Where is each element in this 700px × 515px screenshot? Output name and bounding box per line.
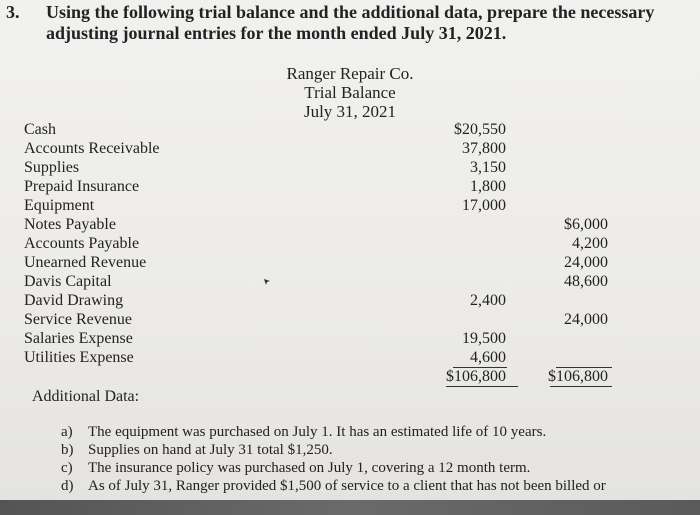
- account-name: Equipment: [24, 197, 95, 214]
- debit-amount: $20,550: [454, 121, 506, 138]
- account-name: Prepaid Insurance: [24, 178, 140, 195]
- account-name: David Drawing: [24, 292, 124, 309]
- credit-amount: 48,600: [564, 273, 608, 290]
- note-letter: c): [61, 460, 73, 476]
- question-text: Using the following trial balance and the additional data, prepare the necessary adjusting journal entries for the month ended July 31, 2021.: [46, 2, 655, 43]
- account-name: Utilities Expense: [24, 349, 134, 366]
- debit-amount: 17,000: [462, 197, 506, 214]
- credit-amount: $6,000: [564, 216, 608, 233]
- debit-amount: 4,600: [470, 349, 506, 366]
- note-text: As of July 31, Ranger provided $1,500 of service to a client that has not been billed or: [88, 478, 606, 494]
- total-underline-credit: [550, 386, 612, 387]
- account-name: Salaries Expense: [24, 330, 133, 347]
- note-letter: b): [61, 442, 74, 458]
- statement-title: Trial Balance: [304, 83, 396, 102]
- debit-amount: 3,150: [470, 159, 506, 176]
- credit-amount: 4,200: [572, 235, 608, 252]
- credit-amount: 24,000: [564, 311, 608, 328]
- debit-amount: 1,800: [470, 178, 506, 195]
- question-number: 3.: [6, 2, 20, 22]
- credit-amount: 24,000: [564, 254, 608, 271]
- debit-amount: 37,800: [462, 140, 506, 157]
- bottom-edge-strip: [0, 500, 700, 515]
- total-debit: $106,800: [446, 368, 506, 385]
- note-letter: a): [61, 424, 73, 440]
- account-name: Unearned Revenue: [24, 254, 147, 271]
- debit-amount: 2,400: [470, 292, 506, 309]
- account-name: Accounts Payable: [24, 235, 140, 252]
- account-name: Cash: [24, 121, 56, 138]
- note-text: The equipment was purchased on July 1. It has an estimated life of 10 years.: [88, 424, 547, 440]
- statement-date: July 31, 2021: [303, 102, 397, 121]
- account-name: Davis Capital: [24, 273, 112, 290]
- cursor-arrow-icon: [263, 278, 271, 286]
- note-text: The insurance policy was purchased on July 1, covering a 12 month term.: [88, 460, 531, 476]
- note-letter: d): [61, 478, 74, 494]
- total-underline-debit: [446, 386, 518, 387]
- company-name: Ranger Repair Co.: [286, 64, 414, 83]
- total-credit: $106,800: [548, 368, 608, 385]
- additional-data-heading: Additional Data:: [32, 388, 140, 405]
- account-name: Supplies: [24, 159, 80, 176]
- note-text: Supplies on hand at July 31 total $1,250.: [88, 442, 333, 458]
- account-name: Notes Payable: [24, 216, 116, 233]
- account-name: Accounts Receivable: [24, 140, 160, 157]
- account-name: Service Revenue: [24, 311, 132, 328]
- debit-amount: 19,500: [462, 330, 506, 347]
